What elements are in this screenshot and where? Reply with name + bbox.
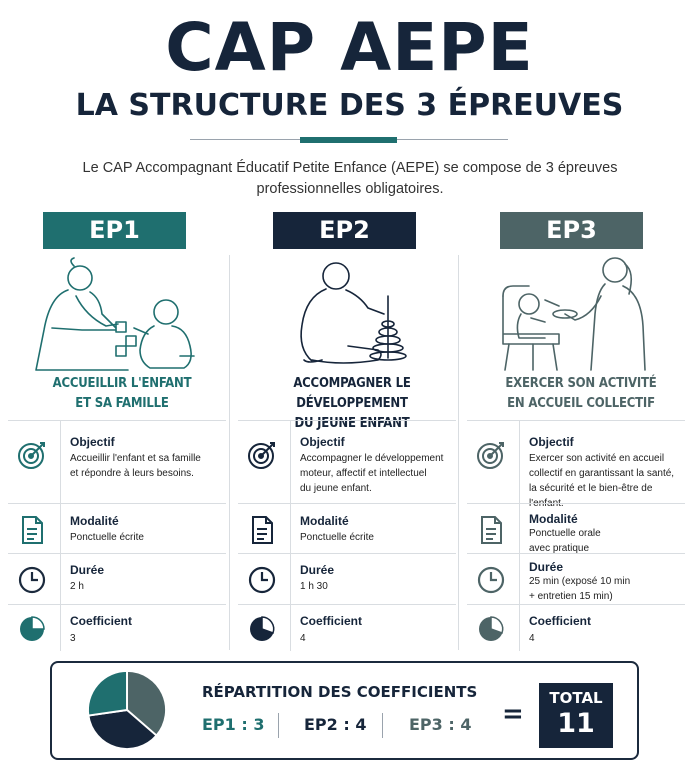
ep3-duree-line-1: 25 min (exposé 10 min bbox=[529, 576, 631, 587]
ep2-coefficient-row bbox=[238, 604, 456, 651]
caregiver-with-baby-illustration bbox=[30, 256, 210, 374]
ep3-duree-line-2: + entretien 15 min) bbox=[529, 591, 613, 602]
duree-label: Durée bbox=[300, 563, 335, 577]
summary-ep3: EP3 : 4 bbox=[409, 715, 472, 734]
page-subtitle: LA STRUCTURE DES 3 ÉPREUVES bbox=[75, 88, 624, 123]
objectif-label: Objectif bbox=[300, 435, 345, 449]
intro-line-2: professionnelles obligatoires. bbox=[256, 181, 444, 197]
epreuve-column-ep2 bbox=[238, 210, 466, 650]
ep2-objectif-line-3: du jeune enfant. bbox=[300, 483, 372, 494]
ep1-title-line-1: ACCUEILLIR L'ENFANT bbox=[52, 376, 192, 391]
ep3-objectif-line-1: Exercer son activité en accueil bbox=[529, 453, 665, 464]
row-divider bbox=[60, 504, 61, 554]
ep2-coefficient-value: 4 bbox=[300, 633, 306, 644]
ep2-tag: EP2 bbox=[273, 212, 416, 249]
ep3-tag: EP3 bbox=[500, 212, 643, 249]
ep3-modalite-row bbox=[467, 503, 685, 554]
duree-label: Durée bbox=[529, 560, 564, 574]
pie-icon bbox=[246, 613, 278, 645]
summary-ep2: EP2 : 4 bbox=[304, 715, 367, 734]
total-label: TOTAL bbox=[549, 689, 603, 707]
ep2-objectif-line-2: moteur, affectif et intellectuel bbox=[300, 468, 427, 479]
ep1-tag: EP1 bbox=[43, 212, 186, 249]
ep1-title-line-2: ET SA FAMILLE bbox=[75, 396, 169, 411]
row-divider bbox=[290, 421, 291, 504]
total-box bbox=[539, 683, 613, 748]
row-divider bbox=[60, 554, 61, 605]
ep1-modalite-row bbox=[8, 503, 226, 554]
modalite-label: Modalité bbox=[70, 514, 119, 528]
ep3-objectif-value bbox=[529, 451, 689, 511]
target-icon bbox=[475, 439, 507, 471]
objectif-label: Objectif bbox=[70, 435, 115, 449]
pie-icon bbox=[475, 613, 507, 645]
coefficient-summary-box bbox=[50, 661, 639, 760]
ep3-coefficient-row bbox=[467, 604, 685, 651]
ep3-objectif-line-3: la sécurité et le bien-être de l'enfant. bbox=[529, 483, 653, 509]
ep3-duree-row bbox=[467, 553, 685, 605]
duree-label: Durée bbox=[70, 563, 105, 577]
child-stacking-rings-illustration bbox=[262, 256, 442, 374]
summary-title: RÉPARTITION DES COEFFICIENTS bbox=[202, 683, 478, 701]
ep1-modalite-value: Ponctuelle écrite bbox=[70, 532, 144, 543]
coefficient-pie-chart bbox=[86, 669, 168, 751]
total-value: 11 bbox=[557, 708, 595, 739]
modalite-label: Modalité bbox=[300, 514, 349, 528]
modalite-label: Modalité bbox=[529, 512, 578, 526]
ep3-modalite-line-2: avec pratique bbox=[529, 543, 590, 554]
caregiver-feeding-baby-illustration bbox=[493, 256, 673, 374]
ep2-objectif-line-1: Accompagner le développement bbox=[300, 453, 444, 464]
ep2-modalite-value: Ponctuelle écrite bbox=[300, 532, 374, 543]
intro-text bbox=[70, 158, 630, 200]
summary-ep1: EP1 : 3 bbox=[202, 715, 265, 734]
page-title: CAP AEPE bbox=[165, 9, 534, 86]
row-divider bbox=[519, 421, 520, 504]
document-icon bbox=[246, 514, 278, 546]
clock-icon bbox=[16, 564, 48, 596]
ep1-duree-value: 2 h bbox=[70, 581, 84, 592]
row-divider bbox=[519, 504, 520, 554]
row-divider bbox=[60, 421, 61, 504]
document-icon bbox=[475, 514, 507, 546]
ep1-duree-row bbox=[8, 553, 226, 605]
ep2-duree-row bbox=[238, 553, 456, 605]
ep3-duree-value bbox=[529, 574, 679, 604]
ep1-objectif-row bbox=[8, 420, 226, 504]
row-divider bbox=[290, 504, 291, 554]
objectif-label: Objectif bbox=[529, 435, 574, 449]
ep3-modalite-value bbox=[529, 526, 679, 556]
target-icon bbox=[16, 439, 48, 471]
ep2-duree-value: 1 h 30 bbox=[300, 581, 328, 592]
row-divider bbox=[60, 605, 61, 651]
ep2-title-line-2: DU JEUNE ENFANT bbox=[294, 416, 410, 431]
equals-sign: = bbox=[502, 699, 524, 729]
ep2-modalite-row bbox=[238, 503, 456, 554]
target-icon bbox=[246, 439, 278, 471]
coefficient-label: Coefficient bbox=[70, 614, 133, 628]
ep3-title-line-2: EN ACCUEIL COLLECTIF bbox=[507, 396, 655, 411]
row-divider bbox=[290, 554, 291, 605]
ep2-title-line-1: ACCOMPAGNER LE DÉVELOPPEMENT bbox=[293, 376, 411, 411]
summary-separator bbox=[382, 713, 383, 738]
ep1-coefficient-value: 3 bbox=[70, 633, 76, 644]
ep3-objectif-row bbox=[467, 420, 685, 509]
epreuve-column-ep1 bbox=[8, 210, 236, 650]
summary-separator bbox=[278, 713, 279, 738]
ep3-objectif-line-2: collectif en garantissant la santé, bbox=[529, 468, 675, 479]
row-divider bbox=[519, 554, 520, 605]
row-divider bbox=[290, 605, 291, 651]
ep1-objectif-value bbox=[70, 451, 220, 481]
intro-line-1: Le CAP Accompagnant Éducatif Petite Enfance (AEPE) se compose de 3 épreuves bbox=[82, 160, 618, 176]
pie-slice-ep1 bbox=[88, 671, 127, 716]
ep3-coefficient-value: 4 bbox=[529, 633, 535, 644]
coefficient-label: Coefficient bbox=[300, 614, 363, 628]
coefficient-label: Coefficient bbox=[529, 614, 592, 628]
ep3-modalite-line-1: Ponctuelle orale bbox=[529, 528, 601, 539]
ep1-objectif-line-1: Accueillir l'enfant et sa famille bbox=[70, 453, 201, 464]
row-divider bbox=[519, 605, 520, 651]
ep2-objectif-value bbox=[300, 451, 450, 496]
pie-icon bbox=[16, 613, 48, 645]
ep2-objectif-row bbox=[238, 420, 456, 504]
ep1-objectif-line-2: et répondre à leurs besoins. bbox=[70, 468, 194, 479]
ep3-title-line-1: EXERCER SON ACTIVITÉ bbox=[505, 376, 657, 391]
clock-icon bbox=[475, 564, 507, 596]
ep1-coefficient-row bbox=[8, 604, 226, 651]
epreuve-column-ep3 bbox=[467, 210, 695, 650]
document-icon bbox=[16, 514, 48, 546]
clock-icon bbox=[246, 564, 278, 596]
title-divider-accent bbox=[300, 137, 397, 143]
